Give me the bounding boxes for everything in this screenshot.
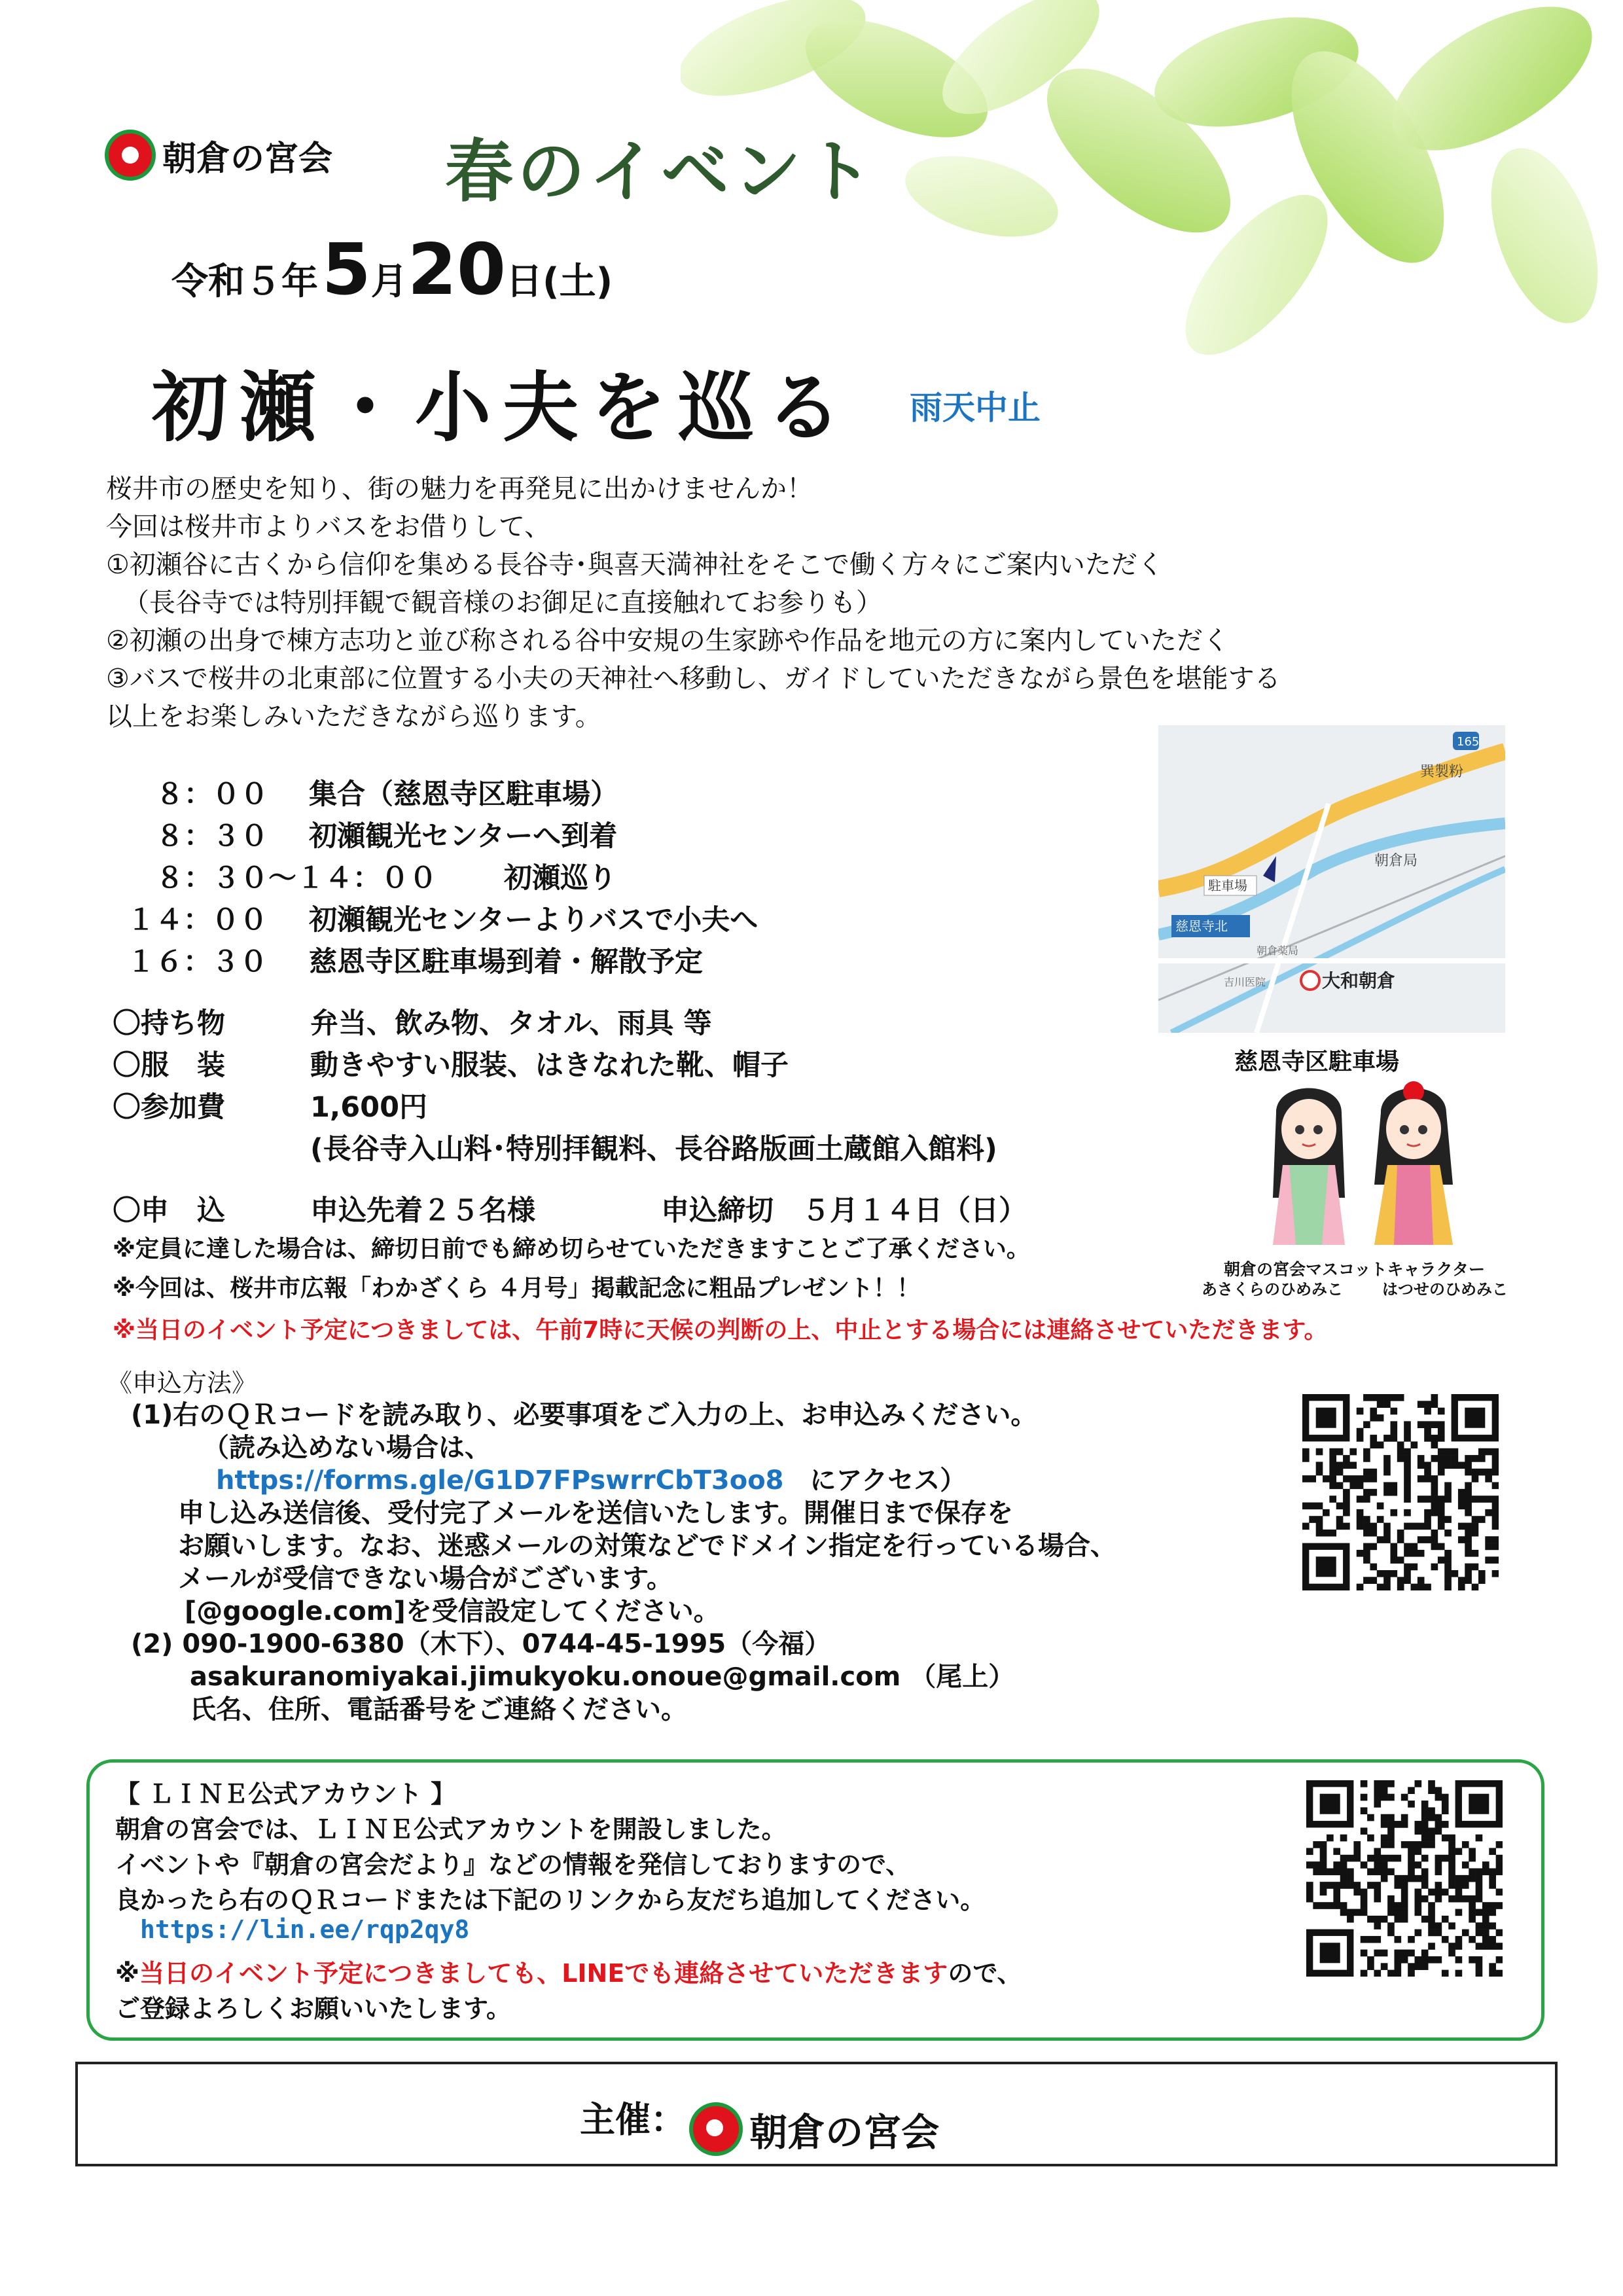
fee-row	[113, 1085, 427, 1125]
apply-label: 〇申 込	[113, 1194, 225, 1227]
apply-form-link[interactable]: https://forms.gle/G1D7FPswrrCbT3oo8	[216, 1465, 784, 1496]
intro-line: 以上をお楽しみいただきながら巡ります。	[106, 702, 601, 732]
map-label-jion: 慈恩寺北	[1175, 918, 1228, 934]
mascot-name-asakura: あさくらのひめみこ	[1202, 1280, 1343, 1299]
apply-line: 申し込み送信後、受付完了メールを送信いたします。開催日まで保存を	[178, 1498, 1013, 1528]
date-day: 20	[407, 229, 507, 311]
map-label-station: 大和朝倉	[1322, 970, 1396, 992]
map-caption: 慈恩寺区駐車場	[1234, 1049, 1400, 1075]
line-note-prefix: ※	[115, 1959, 139, 1988]
map-label-post: 朝倉局	[1374, 853, 1418, 869]
schedule-desc: 慈恩寺区駐車場到着・解散予定	[309, 946, 703, 978]
belongings-value: 弁当、飲み物、タオル、雨具 等	[310, 1007, 712, 1040]
map-graphic	[1158, 725, 1505, 1033]
line-note-suffix: ので、	[948, 1959, 1022, 1988]
route-number: 165	[1457, 735, 1480, 749]
apply-limit: 申込先着２５名様	[310, 1194, 535, 1227]
line-text: 朝倉の宮会では、ＬＩＮＥ公式アカウントを開設しました。	[115, 1815, 787, 1844]
clothing-value: 動きやすい服装、はきなれた靴、帽子	[310, 1049, 789, 1082]
rain-cancel-note: 雨天中止	[910, 389, 1041, 427]
apply-line: メールが受信できない場合がございます。	[178, 1564, 673, 1594]
note-gift: ※今回は、桜井市広報「わかざくら ４月号」掲載記念に粗品プレゼント！！	[113, 1275, 921, 1302]
line-text: 良かったら右のＱＲコードまたは下記のリンクから友だち追加してください。	[115, 1886, 986, 1914]
schedule-time: ８：３０～１４：００	[156, 862, 437, 895]
header-logo	[105, 130, 332, 181]
apply-method-heading: 《申込方法》	[107, 1369, 257, 1397]
schedule-item	[156, 814, 617, 854]
date-day-unit: 日	[506, 260, 543, 303]
event-date	[171, 229, 613, 311]
belongings-row	[113, 1001, 712, 1041]
date-era: 令和５年	[171, 260, 318, 303]
belongings-label: 〇持ち物	[113, 1007, 225, 1040]
apply-line: お願いします。なお、迷惑メールの対策などでドメイン指定を行っている場合、	[178, 1531, 1116, 1561]
organizer-name: 朝倉の宮会	[749, 2109, 940, 2155]
organizer-label: 主催：	[580, 2099, 686, 2140]
camellia-logo-icon	[105, 130, 156, 181]
apply-line: 氏名、住所、電話番号をご連絡ください。	[190, 1695, 687, 1725]
schedule-time: １６：３０	[127, 946, 268, 978]
intro-line: ②初瀬の出身で棟方志功と並び称される谷中安規の生家跡や作品を地元の方に案内していただく	[106, 626, 1229, 656]
intro-line: 今回は桜井市よりバスをお借りして、	[106, 512, 551, 542]
clothing-row	[113, 1043, 789, 1083]
mascot-hatsuse	[1374, 1081, 1453, 1245]
apply-deadline: 申込締切 ５月１４日（日）	[661, 1194, 1027, 1227]
line-note-red: 当日のイベント予定につきましても、LINEでも連絡させていただきます	[139, 1959, 948, 1988]
form-qr-code[interactable]	[1302, 1394, 1499, 1590]
event-title: 初瀬・小夫を巡る	[152, 363, 853, 452]
intro-line: （長谷寺では特別拝観で観音様のお御足に直接触れてお参りも）	[123, 588, 882, 618]
apply-line: [@google.com]を受信設定してください。	[185, 1596, 720, 1626]
note-capacity: ※定員に達した場合は、締切日前でも締め切らせていただきますことご了承ください。	[113, 1236, 1030, 1263]
mascot-names	[1202, 1276, 1508, 1299]
date-weekday: (土)	[543, 260, 613, 303]
apply-step-2: (2) 090-1900-6380（木下）、0744-45-1995（今福）	[131, 1629, 831, 1659]
schedule-time: １４：００	[127, 904, 268, 937]
org-name: 朝倉の宮会	[162, 139, 333, 179]
map-label-pharmacy: 朝倉薬局	[1257, 944, 1299, 957]
schedule-desc: 集合（慈恩寺区駐車場）	[309, 778, 618, 811]
line-qr-code[interactable]	[1306, 1780, 1503, 1977]
intro-line: 桜井市の歴史を知り、街の魅力を再発見に出かけませんか！	[106, 474, 813, 504]
line-note	[115, 1953, 1022, 1989]
line-text: イベントや『朝倉の宮会だより』などの情報を発信しておりますので、	[115, 1850, 911, 1879]
intro-line: ③バスで桜井の北東部に位置する小夫の天神社へ移動し、ガイドしていただきながら景色を堪能する	[106, 664, 1281, 694]
event-season-title: 春のイベント	[445, 131, 878, 211]
line-link[interactable]: https://lin.ee/rqp2qy8	[140, 1915, 470, 1944]
mascot-caption: 朝倉の宮会マスコットキャラクター	[1224, 1260, 1486, 1279]
schedule-item	[127, 898, 758, 938]
schedule-time: ８：３０	[156, 820, 268, 853]
apply-email: asakuranomiyakai.jimukyoku.onoue@gmail.com （尾上）	[190, 1662, 1015, 1692]
clothing-label: 〇服 装	[113, 1049, 225, 1082]
fee-label: 〇参加費	[113, 1091, 225, 1124]
mascot-illustration	[1257, 1073, 1472, 1250]
map-label-parking: 駐車場	[1208, 878, 1247, 893]
schedule-desc: 初瀬観光センターよりバスで小夫へ	[309, 904, 758, 937]
mascot-name-hatsuse: はつせのひめみこ	[1382, 1280, 1508, 1299]
schedule-item	[156, 772, 618, 812]
camellia-logo-icon	[689, 2102, 743, 2156]
line-heading: 【 ＬＩＮＥ公式アカウント 】	[115, 1780, 456, 1808]
schedule-desc: 初瀬観光センターへ到着	[309, 820, 618, 853]
map-label-factory: 巽製粉	[1420, 764, 1464, 780]
date-month: 5	[321, 229, 371, 311]
schedule-desc: 初瀬巡り	[504, 862, 616, 895]
line-text: ご登録よろしくお願いいたします。	[115, 1994, 511, 2023]
organizer	[580, 2092, 939, 2157]
apply-row	[113, 1189, 1027, 1229]
intro-line: ①初瀬谷に古くから信仰を集める長谷寺･與喜天満神社をそこで働く方々にご案内いただく	[106, 550, 1164, 580]
apply-step-1: (1)右のＱＲコードを読み取り、必要事項をご入力の上、お申込みください。	[131, 1400, 1037, 1430]
note-weather: ※当日のイベント予定につきましては、午前7時に天候の判断の上、中止とする場合には連絡させていただきます。	[113, 1317, 1328, 1344]
date-month-unit: 月	[370, 260, 408, 303]
fee-value: 1,600円	[310, 1091, 428, 1124]
fee-detail: (長谷寺入山料･特別拝観料、長谷路版画土蔵館入館料)	[310, 1133, 997, 1166]
apply-access-text: にアクセス）	[810, 1465, 967, 1496]
schedule-item	[127, 940, 703, 980]
map-label-clinic: 吉川医院	[1224, 976, 1266, 988]
schedule-item	[156, 856, 616, 896]
apply-url-line	[216, 1460, 966, 1497]
location-map	[1158, 725, 1505, 1033]
schedule-time: ８：００	[156, 778, 268, 811]
mascot-asakura	[1273, 1088, 1345, 1246]
apply-fallback: （読み込めない場合は、	[203, 1433, 491, 1463]
